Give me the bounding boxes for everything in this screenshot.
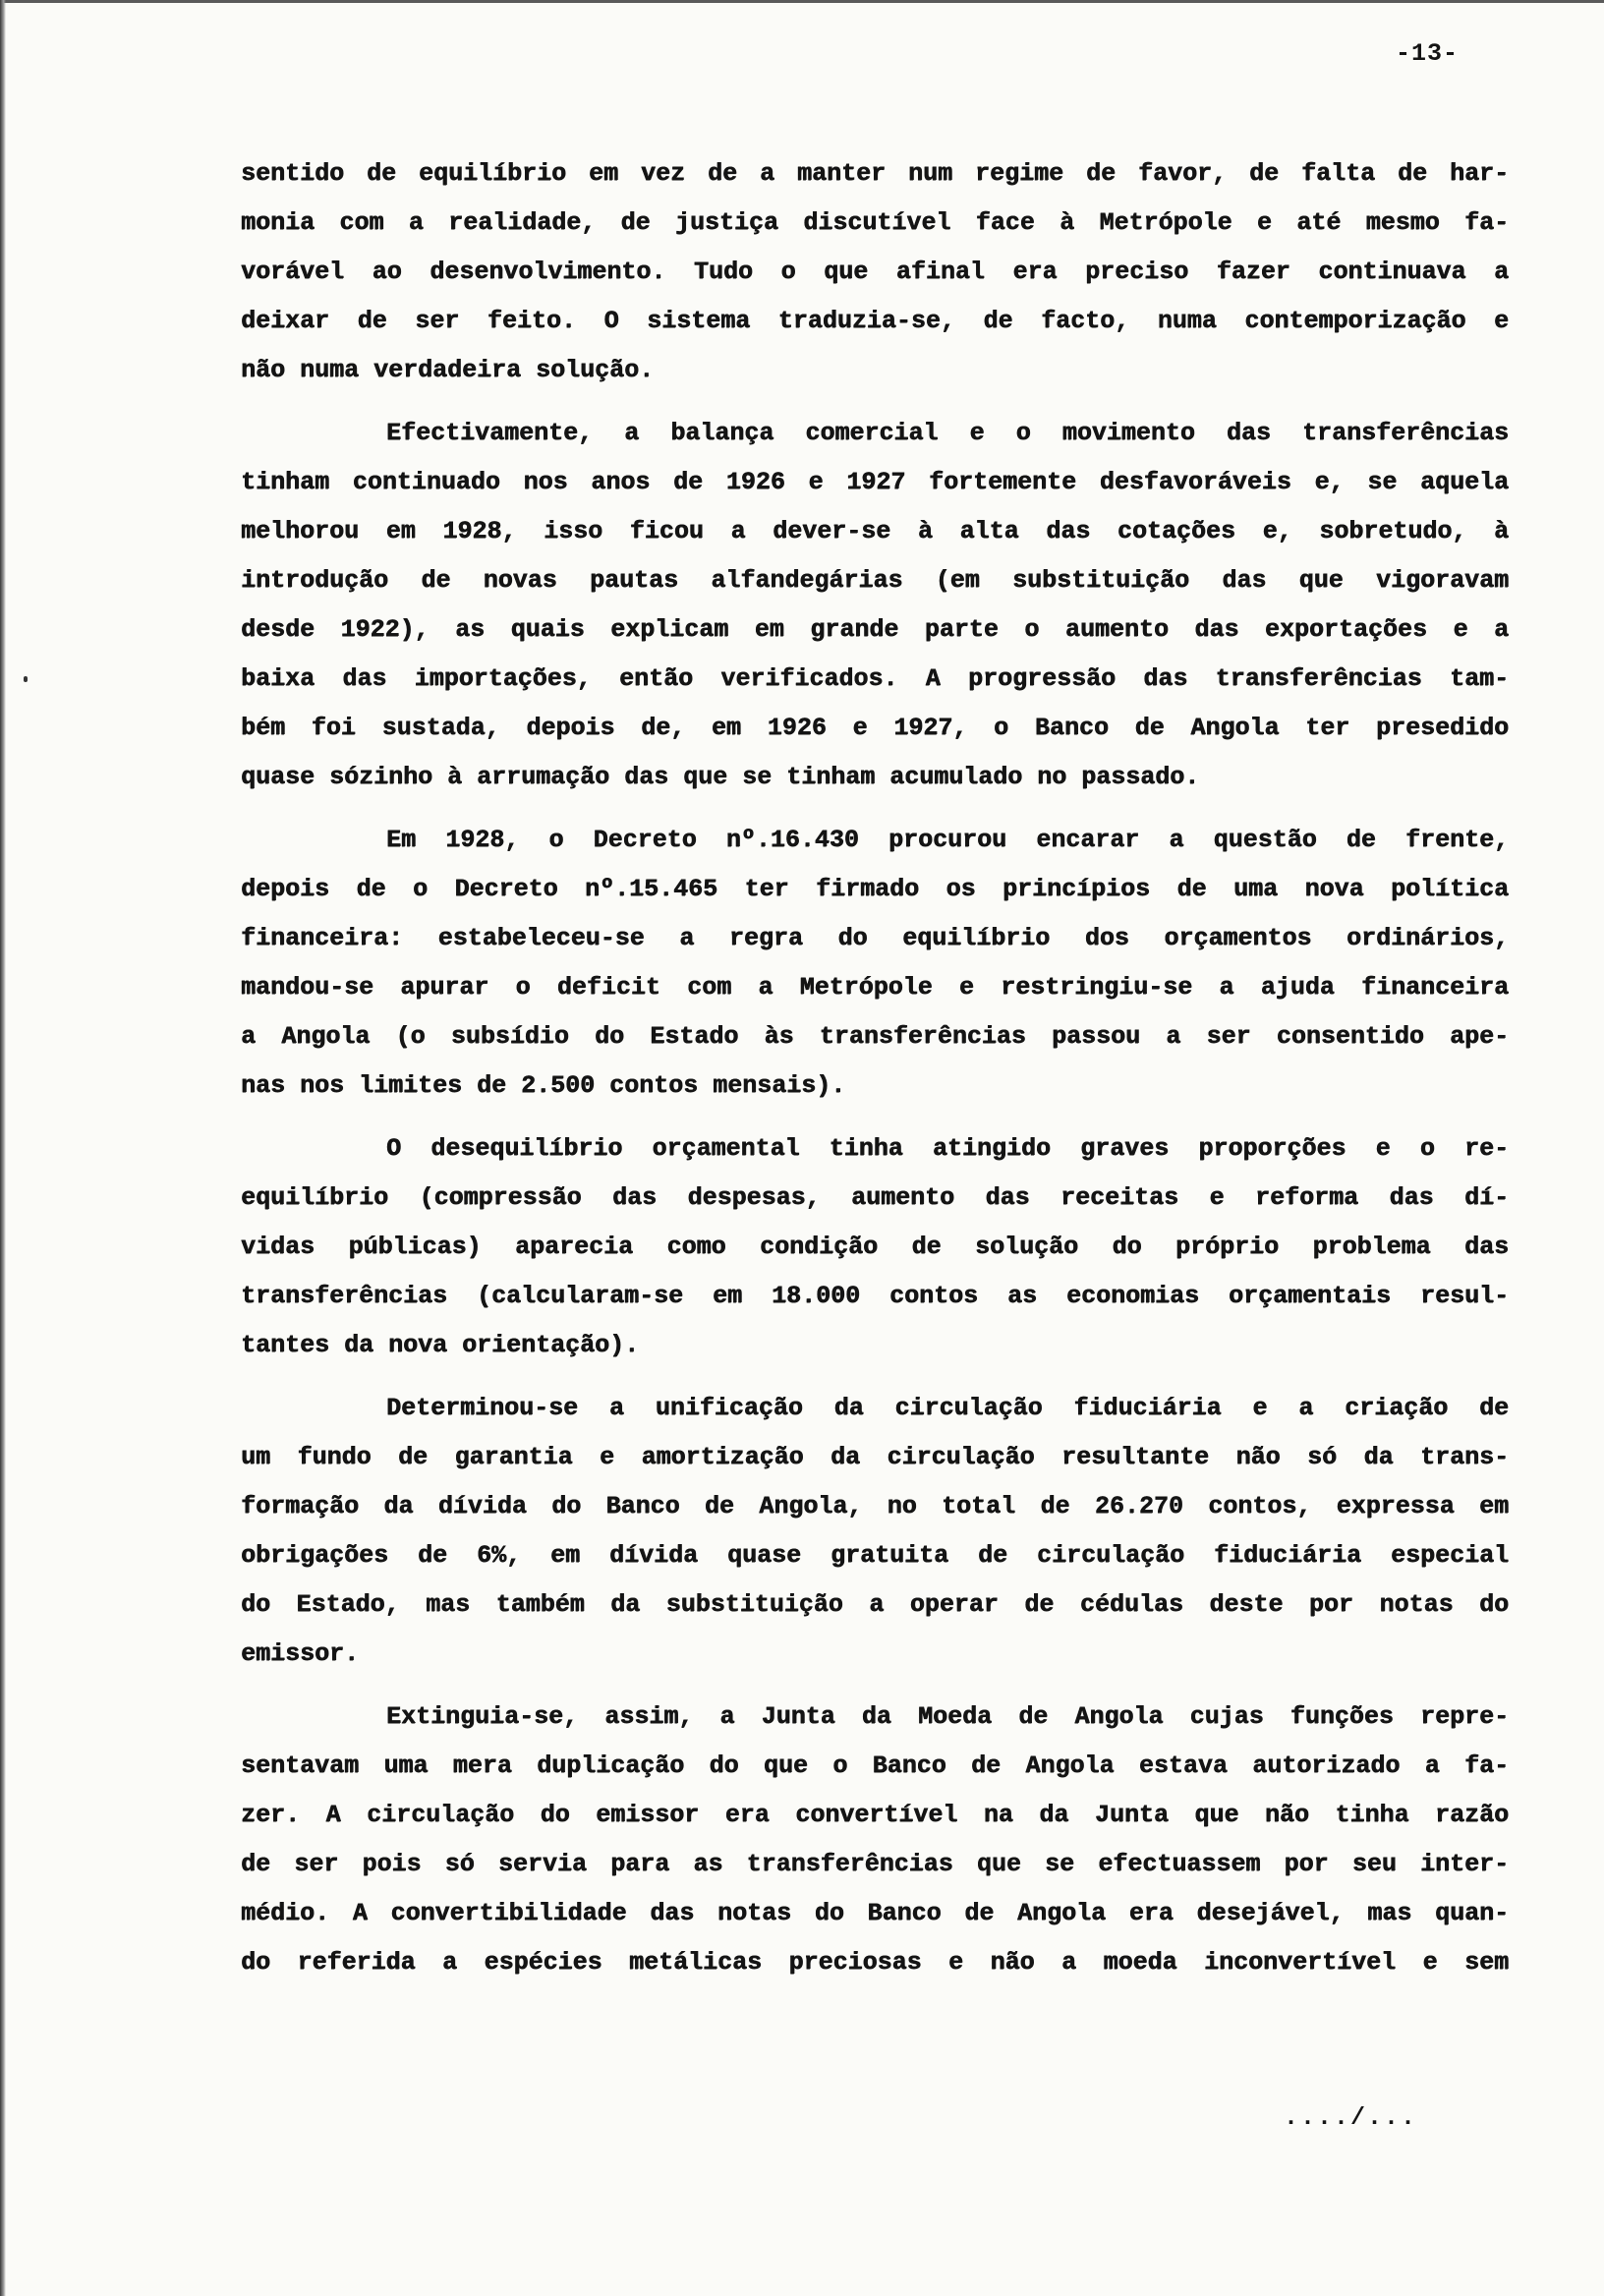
scan-left-edge [0, 0, 6, 2296]
text-line: transferências (calcularam-se em 18.000 contos as economias orçamentais resul- [241, 1282, 1509, 1310]
scan-top-edge [0, 0, 1604, 3]
text-line: monia com a realidade, de justiça discutível face à Metrópole e até mesmo fa- [241, 208, 1509, 237]
text-line: não numa verdadeira solução. [241, 356, 655, 384]
text-line: Em 1928, o Decreto nº.16.430 procurou encarar a questão de frente, [386, 826, 1509, 854]
text-line: mandou-se apurar o deficit com a Metrópole e restringiu-se a ajuda financeira [241, 973, 1509, 1002]
text-line: melhorou em 1928, isso ficou a dever-se à alta das cotações e, sobretudo, à [241, 517, 1509, 545]
text-line: quase sózinho à arrumação das que se tinham acumulado no passado. [241, 763, 1200, 791]
text-line: do referida a espécies metálicas preciosas e não a moeda inconvertível e sem [241, 1948, 1509, 1977]
text-line: equilíbrio (compressão das despesas, aumento das receitas e reforma das dí- [241, 1183, 1509, 1212]
scan-speck [24, 676, 28, 682]
text-line: um fundo de garantia e amortização da circulação resultante não só da trans- [241, 1443, 1509, 1471]
text-line: emissor. [241, 1639, 360, 1668]
text-line: introdução de novas pautas alfandegárias (em substituição das que vigoravam [241, 566, 1509, 595]
text-line: deixar de ser feito. O sistema traduzia-se, de facto, numa contemporização e [241, 307, 1509, 335]
paragraph [241, 1384, 1509, 1679]
text-line: obrigações de 6%, em dívida quase gratuita de circulação fiduciária especial [241, 1541, 1509, 1570]
text-line: tinham continuado nos anos de 1926 e 1927 fortemente desfavoráveis e, se aquela [241, 468, 1509, 496]
text-line: baixa das importações, então verificados. A progressão das transferências tam- [241, 664, 1509, 693]
text-line: zer. A circulação do emissor era convertível na da Junta que não tinha razão [241, 1801, 1509, 1829]
text-line: a Angola (o subsídio do Estado às transferências passou a ser consentido ape- [241, 1022, 1509, 1051]
text-line: formação da dívida do Banco de Angola, no total de 26.270 contos, expressa em [241, 1492, 1509, 1521]
paragraph [241, 1693, 1509, 1987]
text-line: do Estado, mas também da substituição a operar de cédulas deste por notas do [241, 1590, 1509, 1619]
text-line: sentido de equilíbrio em vez de a manter num regime de favor, de falta de har- [241, 159, 1509, 188]
paragraph [241, 816, 1509, 1111]
text-line: de ser pois só servia para as transferências que se efectuassem por seu inter- [241, 1850, 1509, 1878]
text-line: Extinguia-se, assim, a Junta da Moeda de Angola cujas funções repre- [386, 1702, 1509, 1731]
page-number: -13- [1396, 39, 1460, 68]
paragraph [241, 409, 1509, 802]
text-line: depois de o Decreto nº.15.465 ter firmado os princípios de uma nova política [241, 875, 1509, 903]
text-line: tantes da nova orientação). [241, 1331, 640, 1359]
text-line: Efectivamente, a balança comercial e o movimento das transferências [386, 419, 1509, 447]
text-line: vidas públicas) aparecia como condição de solução do próprio problema das [241, 1233, 1509, 1261]
paragraph [241, 149, 1509, 395]
text-line: nas nos limites de 2.500 contos mensais). [241, 1071, 846, 1100]
text-line: bém foi sustada, depois de, em 1926 e 1927, o Banco de Angola ter presedido [241, 714, 1509, 742]
paragraph [241, 1124, 1509, 1370]
text-line: O desequilíbrio orçamental tinha atingido graves proporções e o re- [386, 1134, 1509, 1163]
text-line: vorável ao desenvolvimento. Tudo o que afinal era preciso fazer continuava a [241, 258, 1509, 286]
continuation-mark: ..../... [1284, 2103, 1418, 2132]
text-line: financeira: estabeleceu-se a regra do equilíbrio dos orçamentos ordinários, [241, 924, 1509, 952]
text-line: médio. A convertibilidade das notas do Banco de Angola era desejável, mas quan- [241, 1899, 1509, 1927]
text-line: Determinou-se a unificação da circulação fiduciária e a criação de [386, 1394, 1509, 1422]
body-text [241, 149, 1509, 2001]
text-line: sentavam uma mera duplicação do que o Banco de Angola estava autorizado a fa- [241, 1751, 1509, 1780]
text-line: desde 1922), as quais explicam em grande parte o aumento das exportações e a [241, 615, 1509, 644]
